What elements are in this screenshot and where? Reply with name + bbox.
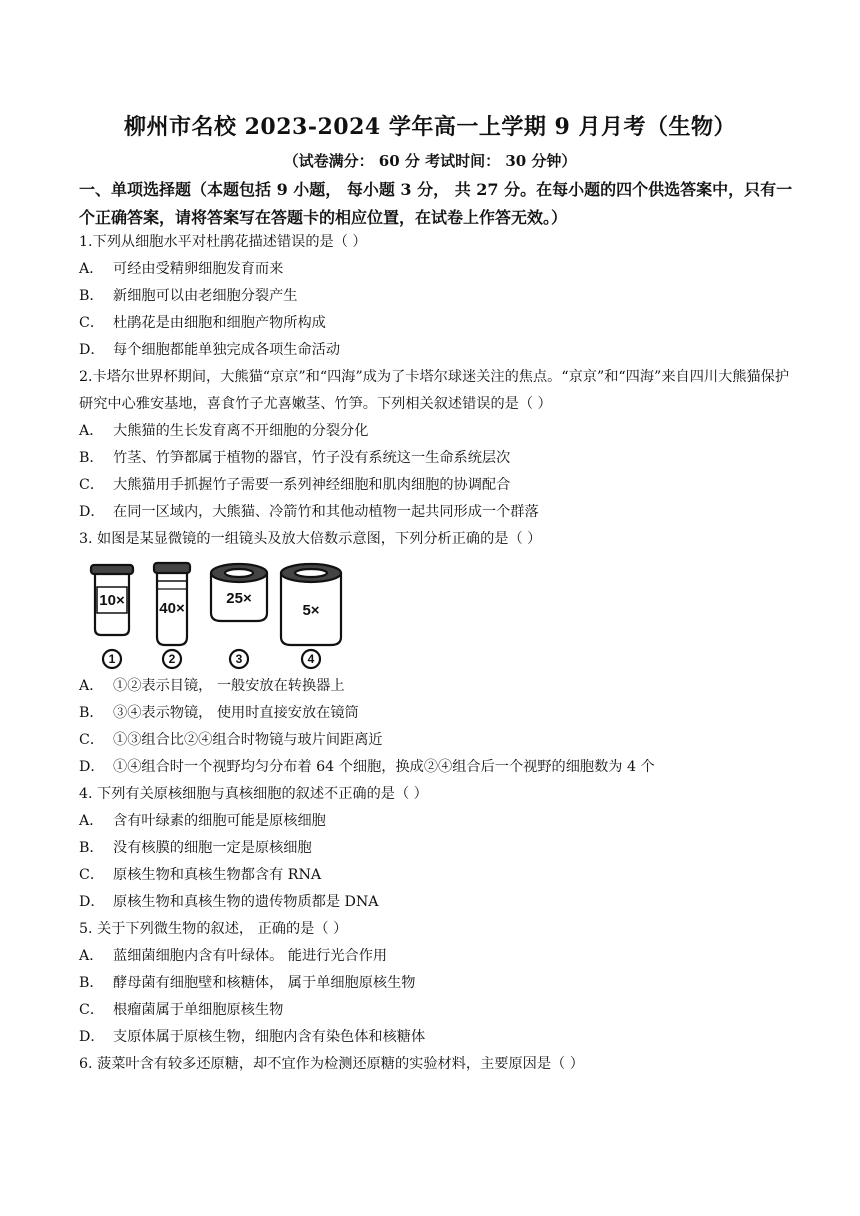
- question-1-option-d: D． 每个细胞都能单独完成各项生命活动: [79, 342, 341, 358]
- question-list: [79, 229, 794, 1078]
- page-title: 柳州市名校 2023-2024 学年高一上学期 9 月月考（生物）: [123, 114, 737, 140]
- microscope-lens-figure: [79, 559, 794, 671]
- question-4-stem: 4. 下列有关原核细胞与真核细胞的叙述不正确的是（ ）: [79, 786, 428, 802]
- question-5-option-d: D． 支原体属于原核生物，细胞内含有染色体和核糖体: [79, 1029, 426, 1045]
- question-1-option-b: B． 新细胞可以由老细胞分裂产生: [79, 288, 298, 304]
- question-2-option-c: C． 大熊猫用手抓握竹子需要一系列神经细胞和肌肉细胞的协调配合: [79, 477, 511, 493]
- question-4-option-b: B． 没有核膜的细胞一定是原核细胞: [79, 840, 312, 856]
- question-2-stem: 2.卡塔尔世界杯期间，大熊猫“京京”和“四海”成为了卡塔尔球迷关注的焦点。“京京”和“四海”来自四川大熊猫保护研究中心雅安基地，喜食竹子尤喜嫩茎、竹笋。下列相关叙述错误的是（ ）: [79, 369, 790, 412]
- lens-4-magnification: 5×: [302, 602, 320, 619]
- question-5-stem: 5. 关于下列微生物的叙述， 正确的是（ ）: [79, 921, 348, 937]
- lens-1-magnification: 10×: [99, 592, 125, 609]
- question-3-option-c: C． ①③组合比②④组合时物镜与玻片间距离近: [79, 732, 383, 748]
- svg-text:4: 4: [307, 652, 315, 666]
- question-2-option-b: B． 竹茎、竹笋都属于植物的器官，竹子没有系统这一生命系统层次: [79, 450, 511, 466]
- section-heading: 一、单项选择题（本题包括 9 小题， 每小题 3 分， 共 27 分。在每小题的四个供选答案中，只有一个正确答案，请将答案写在答题卡的相应位置，在试卷上作答无效。）: [79, 180, 793, 227]
- question-3-stem: 3. 如图是某显微镜的一组镜头及放大倍数示意图，下列分析正确的是（ ）: [79, 531, 542, 547]
- question-2-option-a: A． 大熊猫的生长发育离不开细胞的分裂分化: [79, 423, 369, 439]
- exam-info: （试卷满分： 60 分 考试时间： 30 分钟）: [283, 152, 577, 170]
- question-5-option-a: A． 蓝细菌细胞内含有叶绿体。 能进行光合作用: [79, 948, 388, 964]
- svg-text:1: 1: [108, 652, 116, 666]
- question-6-stem: 6. 菠菜叶含有较多还原糖，却不宜作为检测还原糖的实验材料，主要原因是（ ）: [79, 1056, 584, 1072]
- question-1-option-c: C． 杜鹃花是由细胞和细胞产物所构成: [79, 315, 326, 331]
- question-3-option-d: D． ①④组合时一个视野均匀分布着 64 个细胞，换成②④组合后一个视野的细胞数为 4 个: [79, 759, 655, 775]
- question-1-option-a: A． 可经由受精卵细胞发育而来: [79, 261, 284, 277]
- lens-2-magnification: 40×: [159, 600, 185, 617]
- question-1-stem: 1.下列从细胞水平对杜鹃花描述错误的是（ ）: [79, 234, 367, 250]
- question-3-option-a: A． ①②表示目镜， 一般安放在转换器上: [79, 678, 345, 694]
- question-4-option-c: C． 原核生物和真核生物都含有 RNA: [79, 867, 322, 883]
- question-3-option-b: B． ③④表示物镜， 使用时直接安放在镜筒: [79, 705, 359, 721]
- lens-illustration: [79, 559, 379, 671]
- question-5-option-b: B． 酵母菌有细胞壁和核糖体， 属于单细胞原核生物: [79, 975, 416, 991]
- question-2-option-d: D． 在同一区域内，大熊猫、冷箭竹和其他动植物一起共同形成一个群落: [79, 504, 539, 520]
- question-5-option-c: C． 根瘤菌属于单细胞原核生物: [79, 1002, 284, 1018]
- question-4-option-d: D． 原核生物和真核生物的遗传物质都是 DNA: [79, 894, 379, 910]
- svg-text:3: 3: [235, 652, 243, 666]
- lens-3-magnification: 25×: [226, 590, 252, 607]
- question-4-option-a: A． 含有叶绿素的细胞可能是原核细胞: [79, 813, 326, 829]
- svg-text:2: 2: [168, 652, 176, 666]
